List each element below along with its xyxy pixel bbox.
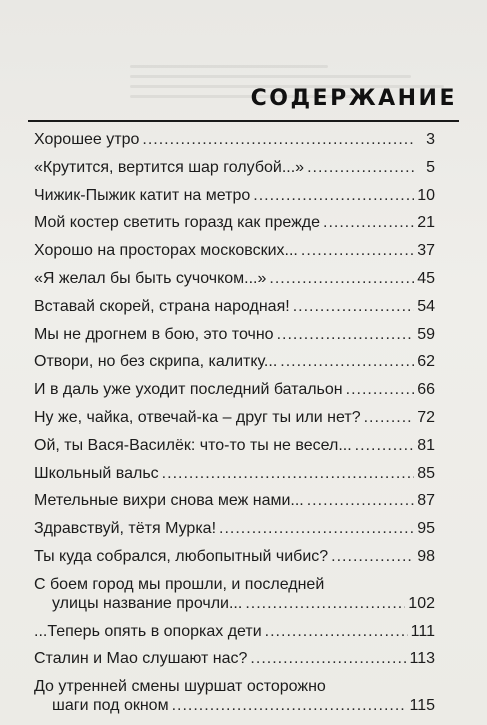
toc-entry-page: 111 [410, 622, 435, 640]
toc-entry-title: «Крутится, вертится шар голубой...» [34, 158, 305, 176]
toc-entry-title: Метельные вихри снова меж нами... [34, 492, 304, 510]
toc-entry-title-line2: шаги под окном [52, 697, 169, 715]
leader-dots [364, 408, 415, 427]
leader-dots [245, 594, 405, 613]
toc-entry-title: ...Теперь опять в опорках дети [34, 622, 262, 640]
leader-dots [253, 186, 414, 205]
toc-entry-page: 113 [409, 650, 435, 668]
toc-entry-page: 59 [417, 325, 435, 343]
table-of-contents [34, 130, 435, 724]
toc-entry [34, 352, 435, 371]
toc-entry-title: Вставай скорей, страна народная! [34, 297, 290, 315]
toc-entry-page: 62 [417, 353, 435, 371]
toc-entry-title: «Я желал бы быть сучочком...» [34, 269, 267, 287]
toc-entry [34, 186, 435, 205]
toc-entry-title: Хорошо на просторах московских... [34, 242, 298, 260]
toc-entry [34, 325, 435, 344]
toc-entry-page: 87 [417, 492, 435, 510]
leader-dots [355, 436, 415, 455]
toc-entry-page: 72 [417, 408, 435, 426]
toc-entry [34, 491, 435, 510]
page-title: СОДЕРЖАНИЕ [250, 86, 457, 111]
leader-dots [307, 158, 416, 177]
toc-entry-page: 102 [408, 594, 435, 612]
toc-entry-page: 21 [417, 214, 435, 232]
title-rule [28, 120, 459, 122]
toc-entry [34, 269, 435, 288]
leader-dots [280, 352, 414, 371]
leader-dots [323, 213, 414, 232]
toc-entry [34, 380, 435, 399]
toc-entry-title: До утренней смены шуршат осторожно [34, 678, 326, 696]
toc-entry-title: Школьный вальс [34, 464, 159, 482]
toc-entry-page: 10 [417, 186, 435, 204]
leader-dots [172, 696, 407, 715]
toc-entry-title: Мой костер светить горазд как прежде [34, 214, 320, 232]
toc-entry [34, 575, 435, 613]
toc-entry [34, 436, 435, 455]
toc-entry-title: Здравствуй, тётя Мурка! [34, 520, 217, 538]
toc-entry [34, 649, 435, 668]
toc-entry [34, 130, 435, 149]
leader-dots [250, 649, 406, 668]
toc-entry [34, 464, 435, 483]
leader-dots [142, 130, 416, 149]
toc-entry-page: 3 [426, 131, 435, 148]
toc-entry-page: 54 [417, 297, 435, 315]
leader-dots [219, 519, 414, 538]
leader-dots [346, 380, 415, 399]
toc-entry-page: 37 [417, 242, 435, 260]
toc-entry [34, 241, 435, 260]
toc-entry [34, 158, 435, 177]
toc-entry [34, 622, 435, 641]
toc-entry-title-line2: улицы название прочли... [52, 594, 243, 612]
toc-entry-continuation [34, 696, 435, 715]
toc-entry-title: Отвори, но без скрипа, калитку... [34, 353, 278, 371]
toc-entry [34, 547, 435, 566]
toc-entry-title: Сталин и Мао слушают нас? [34, 650, 248, 668]
toc-entry [34, 677, 435, 715]
leader-dots [331, 547, 414, 566]
toc-entry-title: Мы не дрогнем в бою, это точно [34, 325, 274, 343]
toc-entry-page: 95 [417, 520, 435, 538]
leader-dots [307, 491, 414, 510]
leader-dots [277, 325, 415, 344]
toc-entry-title: С боем город мы прошли, и последней [34, 575, 325, 593]
toc-entry [34, 297, 435, 316]
toc-entry-page: 98 [417, 547, 435, 565]
leader-dots [293, 297, 415, 316]
leader-dots [301, 241, 414, 260]
toc-entry-page: 81 [417, 436, 435, 454]
toc-entry-title: И в даль уже уходит последний батальон [34, 381, 343, 399]
toc-entry [34, 408, 435, 427]
toc-entry-title: Ой, ты Вася-Василёк: что-то ты не весел... [34, 436, 352, 454]
toc-entry [34, 519, 435, 538]
toc-entry-page: 45 [417, 269, 435, 287]
toc-entry-page: 5 [426, 158, 435, 176]
toc-entry-title: Ну же, чайка, отвечай-ка – друг ты или нет? [34, 408, 361, 426]
toc-entry-title: Чижик-Пыжик катит на метро [34, 186, 251, 204]
leader-dots [162, 464, 415, 483]
toc-entry-page: 115 [409, 697, 435, 715]
toc-entry-title: Хорошее утро [34, 131, 140, 148]
leader-dots [269, 269, 414, 288]
toc-entry-continuation [34, 594, 435, 613]
toc-entry [34, 213, 435, 232]
toc-entry-title: Ты куда собрался, любопытный чибис? [34, 547, 329, 565]
toc-entry-page: 85 [417, 464, 435, 482]
leader-dots [265, 622, 408, 641]
toc-entry-page: 66 [417, 381, 435, 399]
